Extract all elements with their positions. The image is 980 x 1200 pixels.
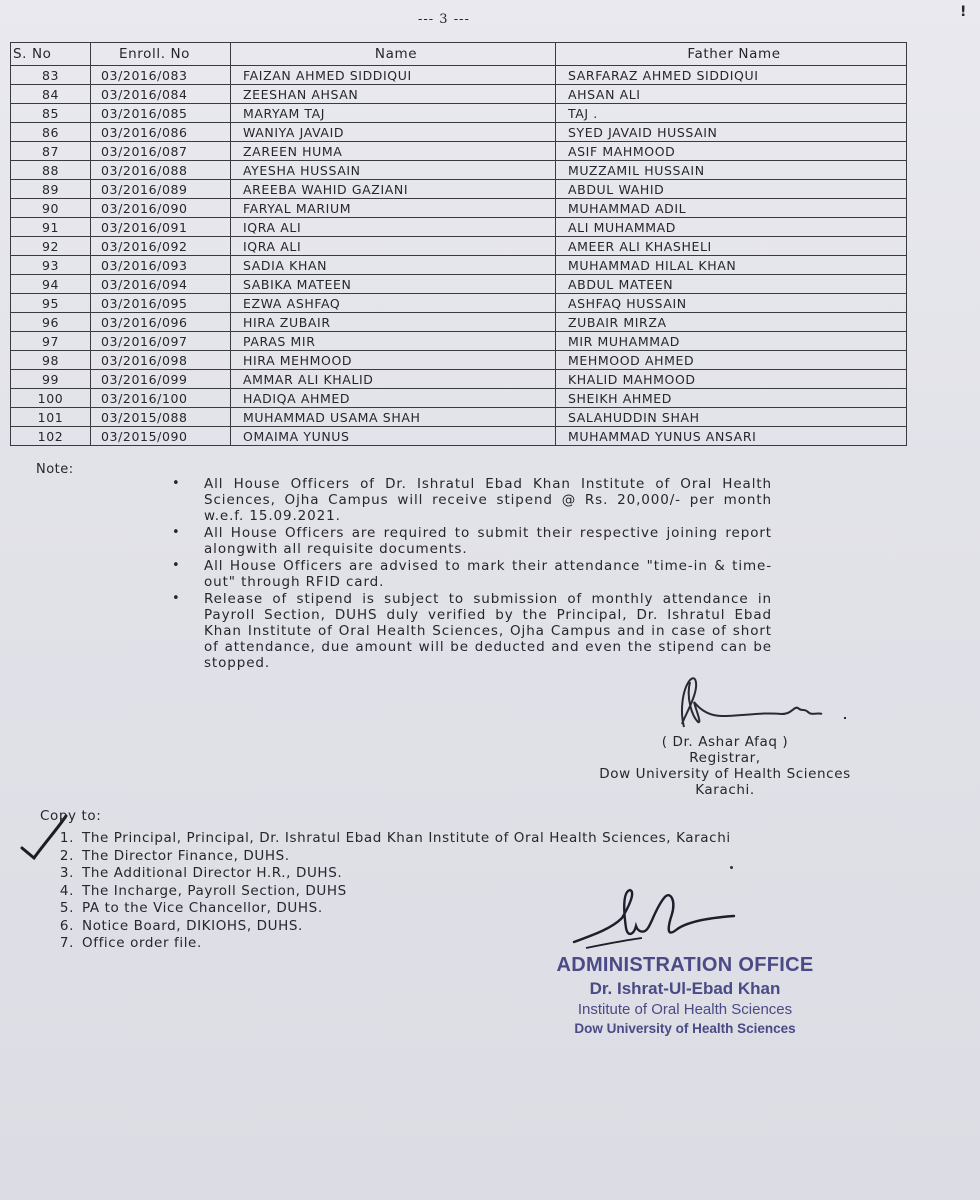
cell-sno: 96 xyxy=(11,313,91,332)
table-body xyxy=(11,66,907,446)
registrar-name: ( Dr. Ashar Afaq ) xyxy=(661,734,789,750)
cell-sno: 97 xyxy=(11,332,91,351)
cell-sno: 87 xyxy=(11,142,91,161)
cell-enroll: 03/2016/095 xyxy=(91,294,231,313)
cell-name: WANIYA JAVAID xyxy=(231,123,556,142)
cell-name: MARYAM TAJ xyxy=(231,104,556,123)
corner-mark: ! xyxy=(960,4,967,20)
cell-name: IQRA ALI xyxy=(231,218,556,237)
cell-father-name: SHEIKH AHMED xyxy=(556,389,907,408)
cell-name: MUHAMMAD USAMA SHAH xyxy=(231,408,556,427)
cell-enroll: 03/2016/090 xyxy=(91,199,231,218)
cell-sno: 102 xyxy=(11,427,91,446)
cell-father-name: MUZZAMIL HUSSAIN xyxy=(556,161,907,180)
cell-father-name: MUHAMMAD YUNUS ANSARI xyxy=(556,427,907,446)
table-row xyxy=(11,85,907,104)
cell-sno: 94 xyxy=(11,275,91,294)
table-row xyxy=(11,161,907,180)
cell-name: IQRA ALI xyxy=(231,237,556,256)
notes-list xyxy=(172,476,772,672)
table-row xyxy=(11,123,907,142)
table-row xyxy=(11,370,907,389)
table-row xyxy=(11,237,907,256)
cell-name: ZAREEN HUMA xyxy=(231,142,556,161)
administration-stamp xyxy=(520,952,850,1038)
table-row xyxy=(11,332,907,351)
cell-father-name: SYED JAVAID HUSSAIN xyxy=(556,123,907,142)
registrar-signature xyxy=(662,672,862,742)
table-row xyxy=(11,142,907,161)
stamp-line-4: Dow University of Health Sciences xyxy=(574,1021,796,1036)
registrar-org: Dow University of Health Sciences xyxy=(599,766,851,782)
stamp-line-3: Institute of Oral Health Sciences xyxy=(577,1001,793,1018)
copy-item-number: 7. xyxy=(59,935,74,951)
note-label: Note: xyxy=(36,462,74,477)
cell-sno: 83 xyxy=(11,66,91,85)
office-signature xyxy=(566,878,756,958)
cell-sno: 85 xyxy=(11,104,91,123)
cell-father-name: MUHAMMAD HILAL KHAN xyxy=(556,256,907,275)
cell-sno: 99 xyxy=(11,370,91,389)
table-row xyxy=(11,275,907,294)
copy-item-text: PA to the Vice Chancellor, DUHS. xyxy=(82,900,323,916)
copy-item-text: Notice Board, DIKIOHS, DUHS. xyxy=(82,917,303,934)
cell-name: ZEESHAN AHSAN xyxy=(231,85,556,104)
copy-item-text: Office order file. xyxy=(82,935,202,951)
cell-father-name: ALI MUHAMMAD xyxy=(556,218,907,237)
cell-sno: 89 xyxy=(11,180,91,199)
table-row xyxy=(11,294,907,313)
note-item: • All House Officers are required to submit their respective joining report alongwith all requisite documents. xyxy=(172,525,772,557)
table-row xyxy=(11,427,907,446)
cell-sno: 91 xyxy=(11,218,91,237)
cell-enroll: 03/2016/099 xyxy=(91,370,231,389)
cell-father-name: KHALID MAHMOOD xyxy=(556,370,907,389)
cell-name: EZWA ASHFAQ xyxy=(231,294,556,313)
cell-father-name: ABDUL WAHID xyxy=(556,180,907,199)
registrar-city: Karachi. xyxy=(695,782,755,798)
table-row xyxy=(11,389,907,408)
table-header-row xyxy=(11,43,907,66)
house-officers-table xyxy=(10,42,907,446)
header-father-name: Father Name xyxy=(556,43,907,66)
cell-name: HIRA ZUBAIR xyxy=(231,313,556,332)
cell-enroll: 03/2016/088 xyxy=(91,161,231,180)
cell-father-name: MIR MUHAMMAD xyxy=(556,332,907,351)
cell-name: AMMAR ALI KHALID xyxy=(231,370,556,389)
cell-sno: 95 xyxy=(11,294,91,313)
cell-father-name: AMEER ALI KHASHELI xyxy=(556,237,907,256)
copy-item-number: 2. xyxy=(59,847,74,864)
cell-enroll: 03/2015/090 xyxy=(91,427,231,446)
page-number: --- 3 --- xyxy=(418,12,470,27)
cell-enroll: 03/2016/089 xyxy=(91,180,231,199)
cell-sno: 100 xyxy=(11,389,91,408)
cell-father-name: ZUBAIR MIRZA xyxy=(556,313,907,332)
table-row xyxy=(11,351,907,370)
stamp-line-2: Dr. Ishrat-Ul-Ebad Khan xyxy=(589,979,781,998)
cell-enroll: 03/2016/098 xyxy=(91,351,231,370)
table-row xyxy=(11,199,907,218)
cell-enroll: 03/2016/084 xyxy=(91,85,231,104)
cell-father-name: ASHFAQ HUSSAIN xyxy=(556,294,907,313)
note-item: • All House Officers are advised to mark their attendance "time-in & time-out" through RFID card. xyxy=(172,558,772,590)
note-item: • All House Officers of Dr. Ishratul Ebad Khan Institute of Oral Health Sciences, Ojha Campus will receive stipend @ Rs. 20,000/- per month w.e.f. 15.09.2021. xyxy=(172,476,772,524)
cell-sno: 92 xyxy=(11,237,91,256)
cell-sno: 98 xyxy=(11,351,91,370)
cell-sno: 86 xyxy=(11,123,91,142)
table-row xyxy=(11,66,907,85)
cell-name: HIRA MEHMOOD xyxy=(231,351,556,370)
table-row xyxy=(11,180,907,199)
table-row xyxy=(11,313,907,332)
cell-enroll: 03/2016/094 xyxy=(91,275,231,294)
cell-enroll: 03/2016/093 xyxy=(91,256,231,275)
cell-sno: 84 xyxy=(11,85,91,104)
cell-enroll: 03/2016/091 xyxy=(91,218,231,237)
cell-name: OMAIMA YUNUS xyxy=(231,427,556,446)
table-row xyxy=(11,408,907,427)
cell-name: SADIA KHAN xyxy=(231,256,556,275)
cell-enroll: 03/2016/100 xyxy=(91,389,231,408)
copy-to-label: Copy to: xyxy=(40,808,102,824)
cell-father-name: AHSAN ALI xyxy=(556,85,907,104)
copy-item xyxy=(26,848,731,866)
cell-name: PARAS MIR xyxy=(231,332,556,351)
cell-name: HADIQA AHMED xyxy=(231,389,556,408)
cell-enroll: 03/2015/088 xyxy=(91,408,231,427)
registrar-block xyxy=(560,734,890,798)
cell-father-name: MEHMOOD AHMED xyxy=(556,351,907,370)
table-row xyxy=(11,256,907,275)
copy-item xyxy=(26,830,731,848)
cell-enroll: 03/2016/092 xyxy=(91,237,231,256)
cell-enroll: 03/2016/097 xyxy=(91,332,231,351)
header-sno: S. No xyxy=(11,43,91,66)
cell-father-name: ABDUL MATEEN xyxy=(556,275,907,294)
table-row xyxy=(11,218,907,237)
cell-sno: 93 xyxy=(11,256,91,275)
cell-name: AYESHA HUSSAIN xyxy=(231,161,556,180)
table-row xyxy=(11,104,907,123)
cell-name: FAIZAN AHMED SIDDIQUI xyxy=(231,66,556,85)
cell-sno: 88 xyxy=(11,161,91,180)
registrar-title: Registrar, xyxy=(689,750,761,766)
header-name: Name xyxy=(231,43,556,66)
cell-father-name: SARFARAZ AHMED SIDDIQUI xyxy=(556,66,907,85)
note-item: • Release of stipend is subject to submission of monthly attendance in Payroll Section, DUHS duly verified by the Principal, Dr. Ishratul Ebad Khan Institute of Oral Health Sciences, Ojha Campus and in case of short of attendance, due amount will be deducted and even the stipend can be stopped. xyxy=(172,591,772,671)
cell-father-name: ASIF MAHMOOD xyxy=(556,142,907,161)
cell-name: FARYAL MARIUM xyxy=(231,199,556,218)
cell-enroll: 03/2016/096 xyxy=(91,313,231,332)
cell-father-name: SALAHUDDIN SHAH xyxy=(556,408,907,427)
copy-item-number: 6. xyxy=(59,917,74,934)
cell-name: AREEBA WAHID GAZIANI xyxy=(231,180,556,199)
cell-enroll: 03/2016/085 xyxy=(91,104,231,123)
cell-name: SABIKA MATEEN xyxy=(231,275,556,294)
header-enroll: Enroll. No xyxy=(91,43,231,66)
stamp-line-1: ADMINISTRATION OFFICE xyxy=(556,954,814,976)
ink-speck xyxy=(730,866,733,869)
copy-item-text: The Director Finance, DUHS. xyxy=(82,847,290,864)
copy-item-number: 4. xyxy=(59,882,74,899)
cell-enroll: 03/2016/083 xyxy=(91,66,231,85)
cell-sno: 101 xyxy=(11,408,91,427)
copy-item-text: The Incharge, Payroll Section, DUHS xyxy=(82,882,347,899)
copy-item-number: 1. xyxy=(59,830,74,846)
cell-sno: 90 xyxy=(11,199,91,218)
copy-item-number: 5. xyxy=(59,900,74,916)
cell-father-name: MUHAMMAD ADIL xyxy=(556,199,907,218)
copy-item-number: 3. xyxy=(59,865,74,881)
cell-enroll: 03/2016/087 xyxy=(91,142,231,161)
copy-item-text: The Additional Director H.R., DUHS. xyxy=(82,865,343,881)
copy-item-text: The Principal, Principal, Dr. Ishratul Ebad Khan Institute of Oral Health Sciences, Karachi xyxy=(82,830,731,846)
cell-father-name: TAJ . xyxy=(556,104,907,123)
cell-enroll: 03/2016/086 xyxy=(91,123,231,142)
